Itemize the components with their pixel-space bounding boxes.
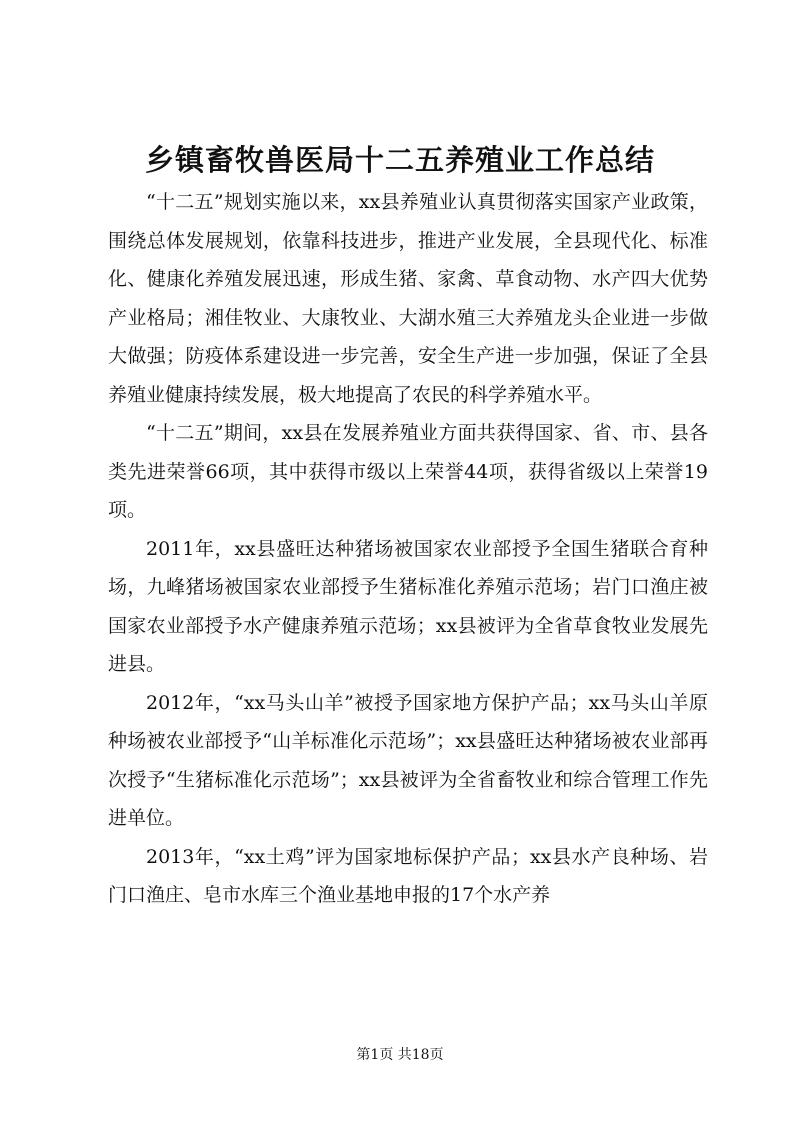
paragraph-overview: “十二五”规划实施以来，xx县养殖业认真贯彻落实国家产业政策，围绕总体发展规划，依靠科技进步，推进产业发展，全县现代化、标准化、健康化养殖发展迅速，形成生猪、家禽、草食动物、水产四大优势产业格局；湘佳牧业、大康牧业、大湖水殖三大养殖龙头企业进一步做大做强；防疫体系建设进一步完善，安全生产进一步加强，保证了全县养殖业健康持续发展，极大地提高了农民的科学养殖水平。 [108,191,708,406]
paragraph-2013: 2013年，“xx土鸡”评为国家地标保护产品；xx县水产良种场、岩门口渔庄、皂市水库三个渔业基地申报的17个水产养 [108,845,708,906]
paragraph-honors-summary: “十二五”期间，xx县在发展养殖业方面共获得国家、省、市、县各类先进荣誉66项，其中获得市级以上荣誉44项，获得省级以上荣誉19项。 [108,422,708,521]
document-body [108,183,708,915]
paragraph-2012: 2012年，“xx马头山羊”被授予国家地方保护产品；xx马头山羊原种场被农业部授予“山羊标准化示范场”；xx县盛旺达种猪场被农业部再次授予“生猪标准化示范场”；xx县被评为全省畜牧业和综合管理工作先进单位。 [108,691,708,829]
document-title: 乡镇畜牧兽医局十二五养殖业工作总结 [144,143,655,177]
page-footer: 第1页 共18页 [356,1047,444,1063]
paragraph-2011: 2011年，xx县盛旺达种猪场被国家农业部授予全国生猪联合育种场，九峰猪场被国家农业部授予生猪标准化养殖示范场；岩门口渔庄被国家农业部授予水产健康养殖示范场；xx县被评为全省草食牧业发展先进县。 [108,537,708,675]
